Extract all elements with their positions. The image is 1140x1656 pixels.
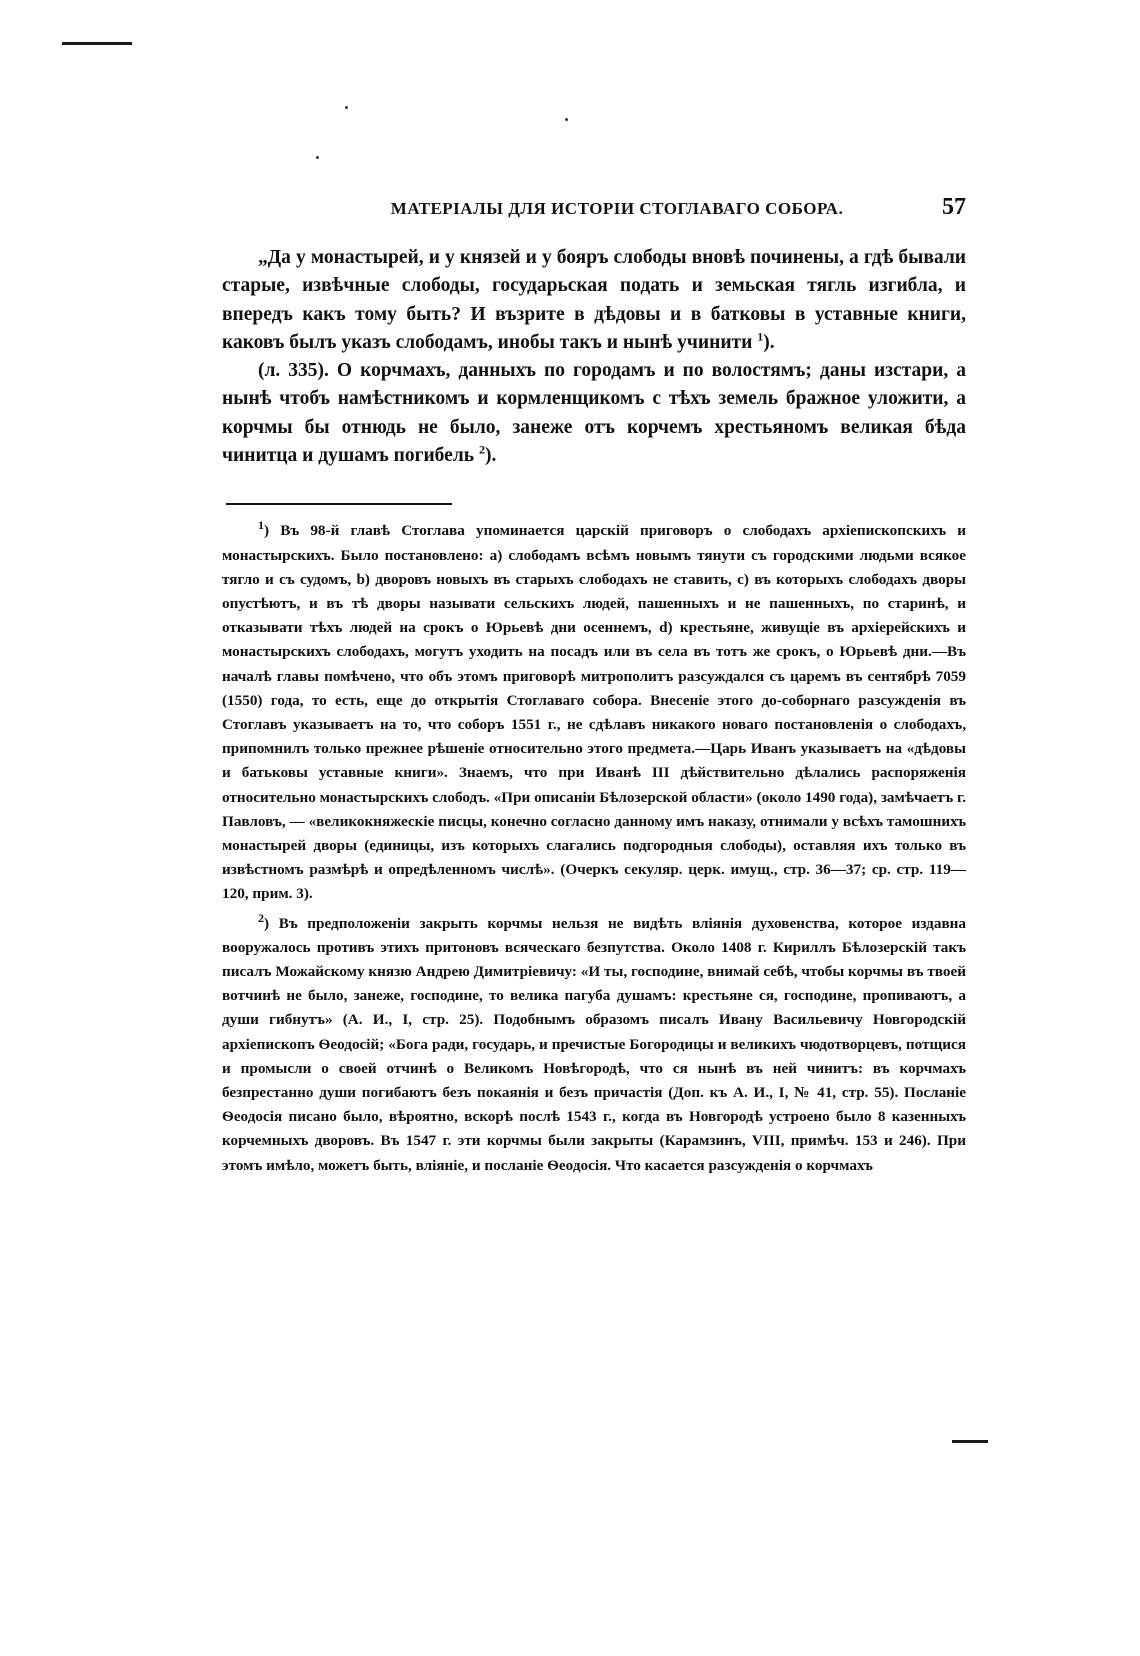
footnote-1-text: ) Въ 98-й главѣ Стоглава упоминается царскій приговоръ о слободахъ архіепископскихъ и монастырскихъ. Было постановлено: а) слободамъ всѣмъ новымъ тянути съ городскими людьми всякое тягло и съ судомъ, b) дворовъ новыхъ въ старыхъ слободахъ не ставить, с) въ которыхъ слободахъ дворы опустѣютъ, и въ тѣ дворы называти сельскихъ людей, пашенныхъ и не пашенныхъ, по старинѣ, и отказывати тѣхъ людей на срокъ о Юрьевѣ дни осеннемъ, d) крестьяне, живущіе въ архіерейскихъ и монастырскихъ слободахъ, могутъ уходить на посадъ или въ села въ тотъ же срокъ, о Юрьевѣ дни.—Въ началѣ главы помѣчено, что объ этомъ приговорѣ митрополитъ разсуждался съ царемъ въ сентябрѣ 7059 (1550) года, то есть, еще до открытія Стоглаваго собора. Внесеніе этого до-соборнаго разсужденія въ Стоглавъ указываетъ на то, что соборъ 1551 г., не сдѣлавъ никакого новаго постановленія о слободахъ, припомнилъ только прежнее рѣшеніе относительно этого предмета.—Царь Иванъ указываетъ на «дѣдовы и батьковы уставные книги». Знаемъ, что при Иванѣ III дѣйствительно дѣлались распоряженія относительно монастырскихъ слободъ. «При описаніи Бѣлозерской области» (около 1490 года), замѣчаетъ г. Павловъ, — «великокняжескіе писцы, конечно согласно данному имъ наказу, отнимали у всѣхъ тамошнихъ монастырей дворы (единицы, изъ которыхъ слагались подгородныя слободы), оставляя ихъ только въ извѣстномъ размѣрѣ и опредѣленномъ числѣ». (Очеркъ секуляр. церк. имущ., стр. 36—37; ср. стр. 119—120, прим. 3). (222, 522, 966, 903)
scan-mark-bottom-right (952, 1440, 988, 1443)
main-paragraph-1 (222, 244, 966, 357)
footnote-ref-1: 1 (757, 329, 764, 344)
scan-speck (345, 106, 348, 109)
footnote-divider (226, 503, 452, 505)
footnote-1-label: 1 (258, 518, 264, 533)
main-paragraph-1-end: ). (763, 331, 775, 353)
book-page (222, 194, 966, 1178)
main-paragraph-2 (222, 357, 966, 470)
main-paragraph-2-text: (л. 335). О корчмахъ, данныхъ по городамъ и по волостямъ; даны изстари, а нынѣ чтобъ намѣстникомъ и кормленщикомъ с тѣхъ земель бражное уложити, а корчмы бы отнюдь не было, занеже отъ корчемъ хрестьяномъ великая бѣда чинитца и душамъ погибель (222, 360, 966, 467)
scan-speck (316, 156, 319, 159)
footnote-1 (222, 519, 966, 906)
running-head (222, 194, 966, 224)
main-text (222, 244, 966, 470)
main-paragraph-1-text: „Да у монастырей, и у князей и у бояръ слободы вновѣ починены, а гдѣ бывали старые, извѣчные слободы, государьская подать и земьская тягль изгибла, и впередъ какъ тому быть? И възрите в дѣдовы и в батковы в уставные книги, каковъ былъ указъ слободамъ, инобы такъ и нынѣ учинити (222, 247, 966, 353)
footnote-ref-2: 2 (478, 442, 485, 457)
main-paragraph-2-end: ). (484, 445, 497, 467)
scan-speck (565, 118, 568, 121)
page-number: 57 (942, 194, 966, 220)
footnotes (222, 519, 966, 1177)
running-title: МАТЕРІАЛЫ ДЛЯ ИСТОРІИ СТОГЛАВАГО СОБОРА. (390, 199, 844, 218)
footnote-2 (222, 912, 966, 1178)
scan-mark-top-left (62, 42, 132, 45)
footnote-2-label: 2 (258, 910, 264, 925)
footnote-2-text: ) Въ предположеніи закрыть корчмы нельзя не видѣть вліянія духовенства, которое издавна вооружалось противъ этихъ притоновъ всяческаго безпутства. Около 1408 г. Кириллъ Бѣлозерскій такъ писалъ Можайскому князю Андрею Димитріевичу: «И ты, господине, внимай себѣ, чтобы корчмы въ твоей вотчинѣ не было, занеже, господине, то велика пагуба душамъ: крестьяне ся, господине, пропиваютъ, а души гибнутъ» (А. И., I, стр. 25). Подобнымъ образомъ писалъ Ивану Васильевичу Новгородскій архіепископъ Ѳеодосій; «Бога ради, государь, и пречистые Богородицы и великихъ чюдотворцевъ, потщися и промысли о своей отчинѣ о Великомъ Новѣгородѣ, что ся нынѣ въ ней чинитъ: въ корчмахъ безпрестанно души погибаютъ безъ покаянія и безъ причастія (Доп. къ А. И., I, № 41, стр. 55). Посланіе Ѳеодосія писано было, вѣроятно, вскорѣ послѣ 1543 г., когда въ Новгородѣ устроено было 8 казенныхъ корчемныхъ дворовъ. Въ 1547 г. эти корчмы были закрыты (Карамзинъ, VIII, примѣч. 153 и 246). При этомъ имѣло, можетъ быть, вліяніе, и посланіе Ѳеодосія. Что касается разсужденія о корчмахъ (222, 914, 966, 1174)
